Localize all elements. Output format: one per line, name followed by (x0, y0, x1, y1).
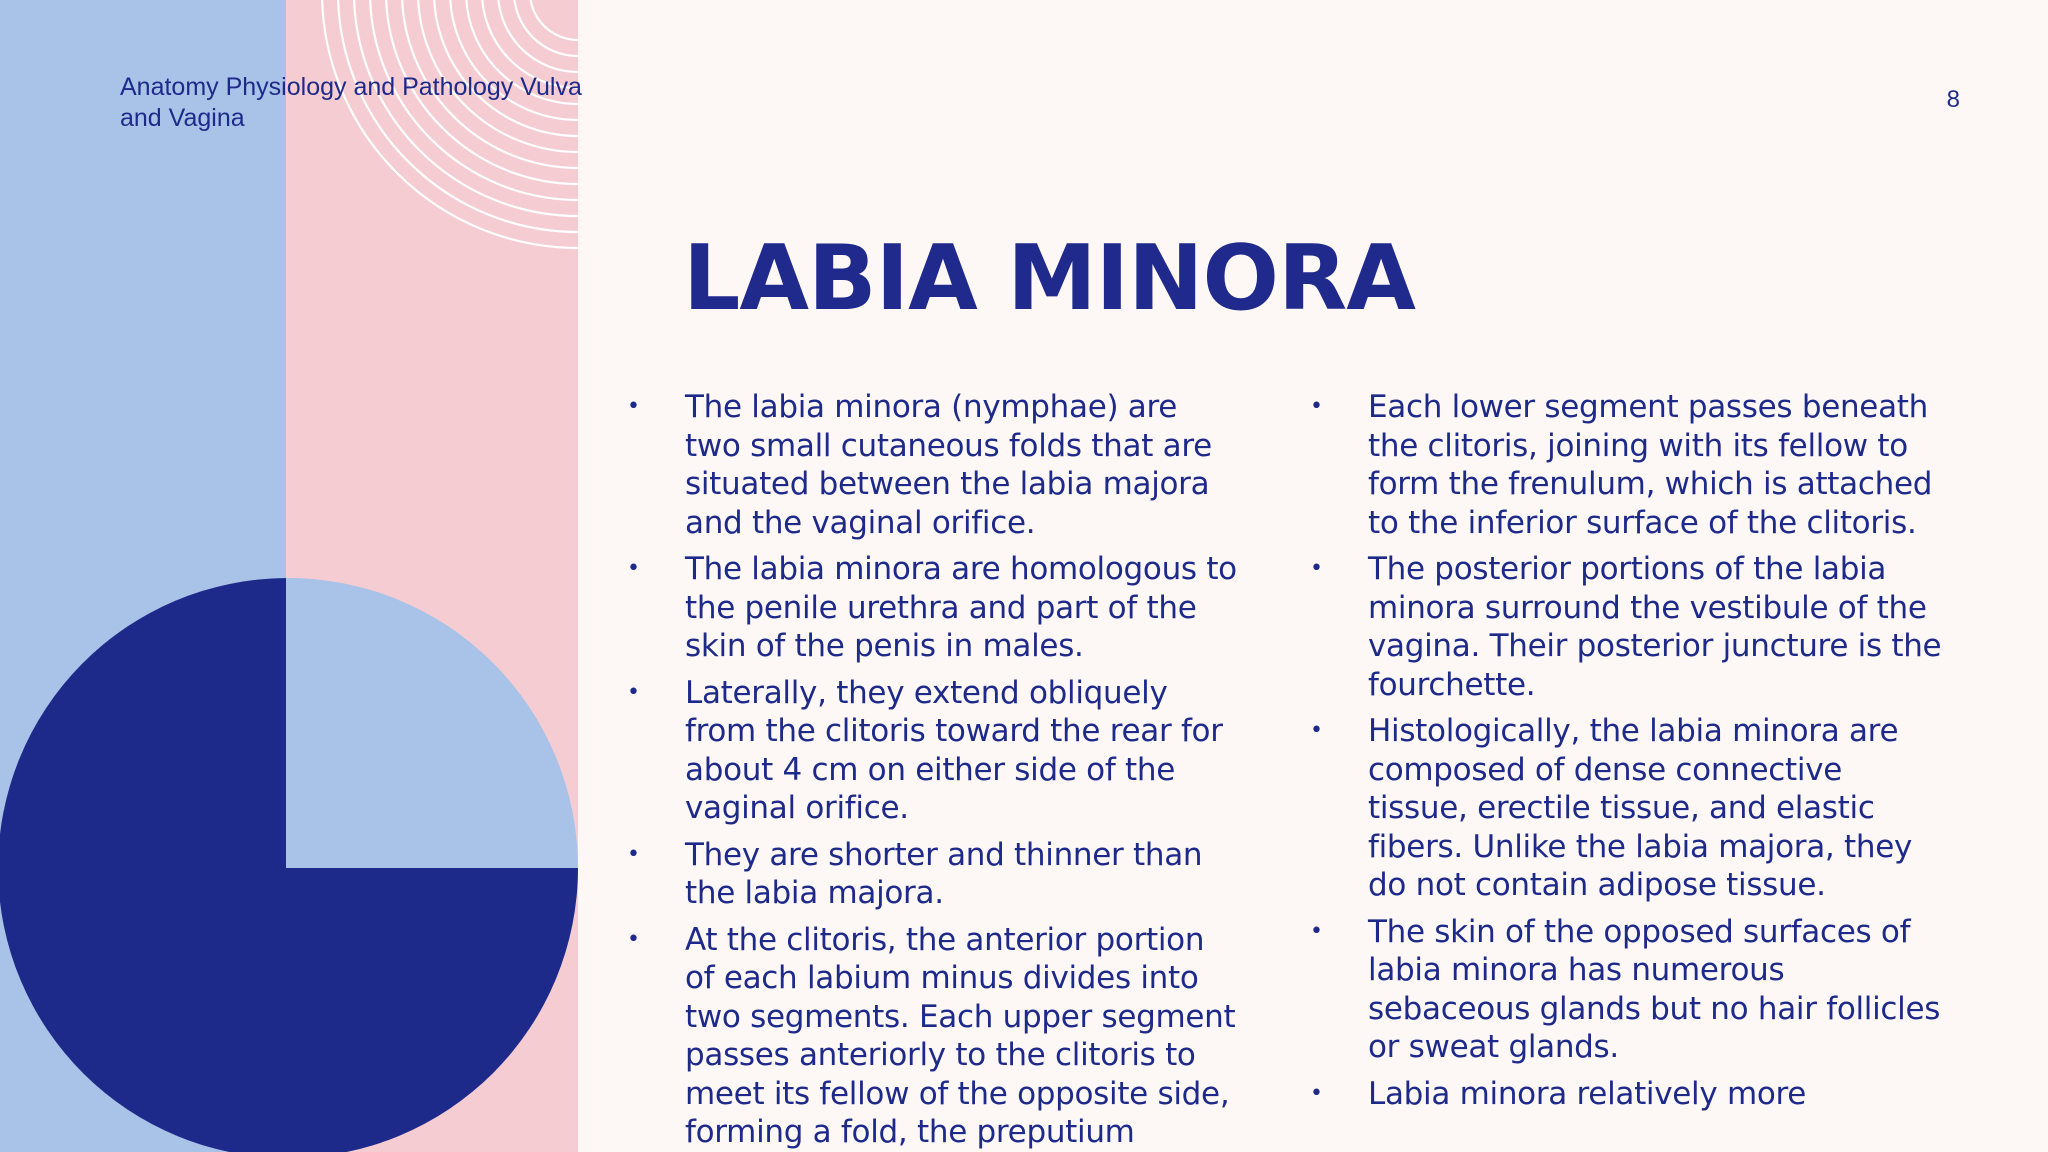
bullet-item (620, 550, 1240, 666)
bullet-dot-icon: • (1310, 918, 1323, 944)
bullet-dot-icon: • (1310, 1080, 1323, 1106)
bullet-text: The labia minora are homologous to the penile urethra and part of the skin of the penis in males. (685, 551, 1237, 664)
bullet-text: Labia minora relatively more (1368, 1075, 1807, 1112)
bullet-text: Each lower segment passes beneath the clitoris, joining with its fellow to form the frenulum, which is attached to the inferior surface of the clitoris. (1368, 389, 1933, 541)
bullet-dot-icon: • (627, 679, 640, 705)
bullet-dot-icon: • (1310, 556, 1323, 581)
bullet-column-left (620, 388, 1240, 1152)
bullet-item (1303, 712, 1943, 905)
decorative-background-graphic (0, 0, 578, 1152)
bullet-item (1303, 1075, 1943, 1114)
bullet-list-left (620, 388, 1240, 1152)
bullet-item (1303, 550, 1943, 704)
bullet-dot-icon: • (627, 926, 640, 952)
bullet-dot-icon: • (627, 841, 640, 867)
slide-title: LABIA MINORA (683, 226, 1415, 331)
bullet-text: Laterally, they extend obliquely from the clitoris toward the rear for about 4 cm on either side of the vaginal orifice. (685, 674, 1223, 826)
bullet-item (1303, 388, 1943, 542)
bullet-item (620, 388, 1240, 542)
bullet-dot-icon: • (1310, 718, 1323, 743)
bullet-list-right (1303, 388, 1943, 1113)
bullet-text: The labia minora (nymphae) are two small cutaneous folds that are situated between the labia majora and the vaginal orifice. (685, 389, 1212, 541)
bullet-dot-icon: • (627, 394, 640, 419)
page-number: 8 (1946, 86, 1960, 113)
bullet-text: They are shorter and thinner than the labia majora. (685, 836, 1203, 911)
deck-title: Anatomy Physiology and Pathology Vulva and Vagina (120, 73, 582, 132)
bullet-dot-icon: • (627, 556, 640, 581)
bullet-text: At the clitoris, the anterior portion of each labium minus divides into two segments. Each upper segment passes anteriorly to the clitoris to meet its fellow of the opposite side, forming a fold, the preputium (685, 921, 1236, 1150)
bullet-item (620, 674, 1240, 828)
bullet-item (1303, 913, 1943, 1067)
bullet-dot-icon: • (1310, 394, 1323, 419)
bullet-item (620, 836, 1240, 913)
bullet-text: The posterior portions of the labia minora surround the vestibule of the vagina. Their posterior juncture is the fourchette. (1368, 551, 1942, 703)
bullet-column-right (1303, 388, 1943, 1121)
bullet-text: The skin of the opposed surfaces of labia minora has numerous sebaceous glands but no hair follicles or sweat glands. (1368, 913, 1941, 1065)
bullet-text: Histologically, the labia minora are composed of dense connective tissue, erectile tissue, and elastic fibers. Unlike the labia majora, they do not contain adipose tissue. (1368, 713, 1913, 903)
bullet-item (620, 921, 1240, 1152)
